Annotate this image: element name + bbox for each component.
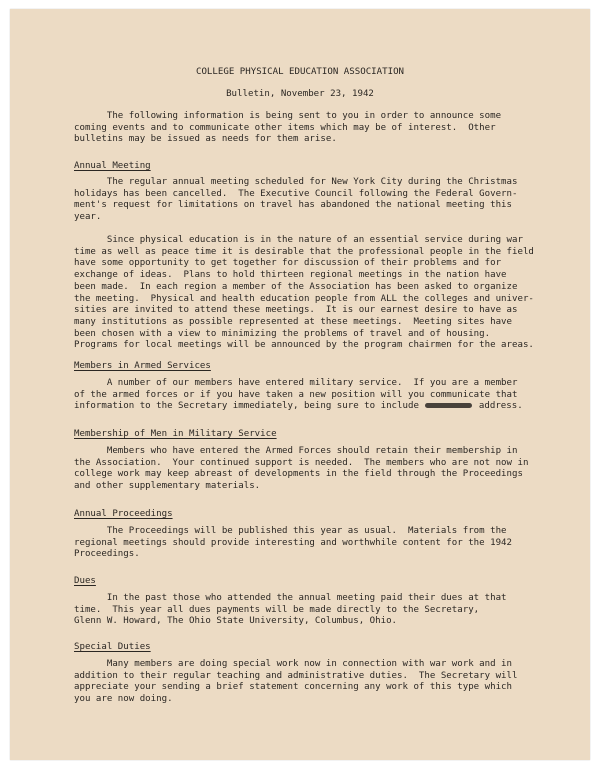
armed-services-trailing-text: address.	[478, 401, 523, 412]
section-heading-military-membership: Membership of Men in Military Service	[74, 429, 277, 439]
armed-services-text: A number of our members have entered military service. If you are a member of the armed forces or if you have taken a new position will you communicate that information to the Secretary immediately, being sure to include	[74, 378, 518, 412]
bulletin-date: Bulletin, November 23, 1942	[226, 89, 374, 99]
annual-meeting-paragraph-2: Since physical education is in the nature of an essential service during war time as well as peace time it is desirable that the professional people in the field have some opportunity to get together for discussion of their problems and for exchange of ideas. Plans to hold thirteen regional meetings in the nation have been made. In each region a member of the Association has been asked to organize the meeting. Physical and health education people from ALL the colleges and univer- sities are invited to attend these meetings. It is our earnest desire to have as many institutions as possible represented at these meetings. Meeting sites have been chosen with a view to minimizing the problems of travel and of housing. Programs for local meetings will be announced by the program chairmen for the areas.	[74, 235, 534, 351]
redaction-mark	[425, 403, 472, 408]
bulletin-page	[10, 9, 590, 760]
section-heading-special-duties: Special Duties	[74, 642, 151, 652]
armed-services-paragraph	[74, 378, 523, 413]
dues-paragraph: In the past those who attended the annual meeting paid their dues at that time. This year all dues payments will be made directly to the Secretary, Glenn W. Howard, The Ohio State University, Columbus, Ohio.	[74, 593, 507, 627]
section-heading-annual-meeting: Annual Meeting	[74, 161, 151, 171]
section-heading-dues: Dues	[74, 576, 96, 586]
annual-proceedings-paragraph: The Proceedings will be published this year as usual. Materials from the regional meetings should provide interesting and worthwhile content for the 1942 Proceedings.	[74, 526, 512, 560]
document-title: COLLEGE PHYSICAL EDUCATION ASSOCIATION	[195, 67, 405, 77]
intro-paragraph: The following information is being sent to you in order to announce some coming events and to communicate other items which may be of interest. Other bulletins may be issued as needs for them arise.	[74, 111, 502, 145]
special-duties-paragraph: Many members are doing special work now in connection with war work and in addition to their regular teaching and administrative duties. The Secretary will appreciate your sending a brief statement concerning any work of this type which you are now doing.	[74, 659, 518, 705]
military-membership-paragraph: Members who have entered the Armed Forces should retain their membership in the Association. Your continued support is needed. The members who are not now in college work may keep abreast of developments in the field through the Proceedings and other supplementary materials.	[74, 446, 529, 492]
section-heading-annual-proceedings: Annual Proceedings	[74, 509, 173, 519]
annual-meeting-paragraph-1: The regular annual meeting scheduled for New York City during the Christmas holidays has been cancelled. The Executive Council following the Federal Govern- ment's request for limitations on travel has abandoned the national meeting this year.	[74, 177, 518, 223]
section-heading-armed-services: Members in Armed Services	[74, 361, 211, 371]
